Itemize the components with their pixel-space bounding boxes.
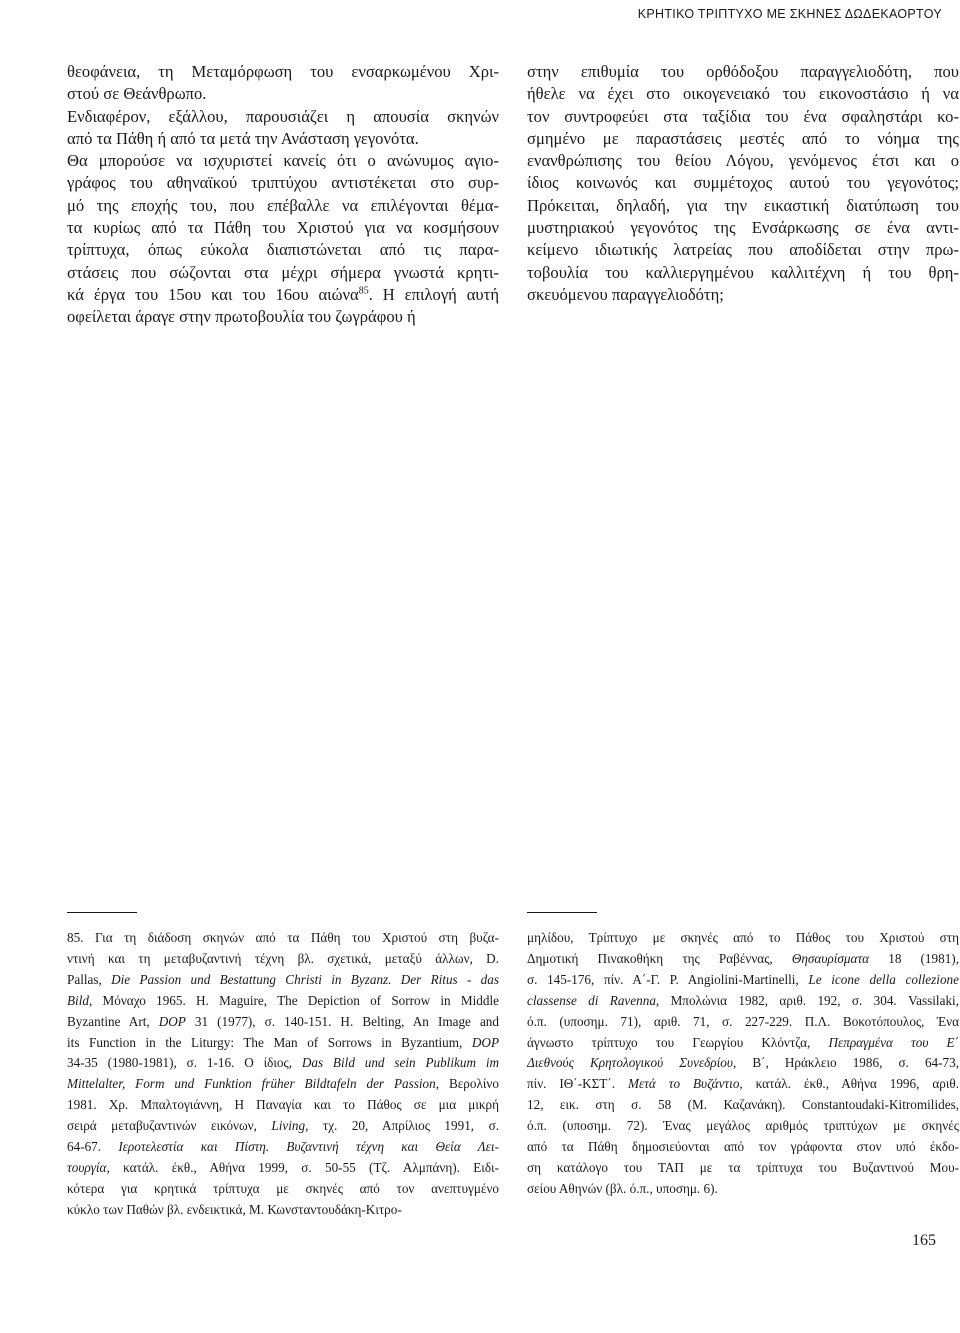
- footnote-italic-text: classense di Ravenna: [527, 992, 656, 1008]
- text-line-content: από τα Πάθη ή από τα μετά την Ανάσταση γεγονότα.: [67, 128, 419, 148]
- footnote-line: [527, 991, 959, 1012]
- footnote-line: [67, 928, 499, 949]
- footnote-text: 18 (1981),: [869, 950, 959, 966]
- footnote-text: its Function in the Liturgy: The Man of Sorrows in Byzantium,: [67, 1034, 472, 1050]
- footnote-line: [527, 949, 959, 970]
- footnote-line: [67, 1179, 499, 1200]
- footnote-line: [67, 949, 499, 970]
- text-line: Πρόκειται, δηλαδή, για την εικαστική διατύπωση του: [527, 195, 959, 215]
- footnote-text: , Μόναχο 1965. H. Maguire, The Depiction of Sorrow in Middle: [88, 992, 499, 1008]
- footnote-line: [67, 1116, 499, 1137]
- footnote-text: 64-67.: [67, 1139, 119, 1155]
- text-line: τοβουλία του καλλιεργημένου καλλιτέχνη ή του θρη-: [527, 262, 959, 282]
- footnote-text: , κατάλ. έκθ., Αθήνα 1996, αριθ.: [739, 1076, 959, 1092]
- footnote-text: κύκλο των Παθών βλ. ενδεικτικά, Μ. Κωνσταντουδάκη-Κιτρο-: [67, 1201, 402, 1217]
- text-line: [67, 239, 499, 261]
- footnote-divider-right: [527, 912, 597, 913]
- text-line: μυστηριακού γεγονότος της Ενσάρκωσης σε ένα αντι-: [527, 218, 959, 238]
- footnote-text: 34-35 (1980-1981), σ. 1-16. Ο ίδιος,: [67, 1055, 302, 1071]
- footnote-line: [527, 1179, 959, 1200]
- footnote-line: [67, 1137, 499, 1158]
- footnote-text: κότερα για κρητικά τρίπτυχα με σκηνές από τον ανεπτυγμένο: [67, 1180, 499, 1196]
- footnote-divider-left: [67, 912, 137, 913]
- footnote-line: [527, 1074, 959, 1095]
- text-line: τον συντροφεύει στα ταξίδια του ένα σφαληστάρι κο-: [527, 106, 959, 126]
- text-line-content: οφείλεται άραγε στην πρωτοβουλία του ζωγράφου ή: [67, 307, 416, 327]
- footnote-text: σ. 145-176, πίν. Α΄-Γ. P. Angiolini-Martinelli,: [527, 971, 809, 987]
- footnote-text: Byzantine Art,: [67, 1013, 159, 1029]
- footnote-line: [527, 1116, 959, 1137]
- footnote-line: [527, 1158, 959, 1179]
- text-line: [67, 106, 499, 128]
- body-column-left: [67, 61, 499, 329]
- text-line: [67, 306, 499, 328]
- footnote-line: [67, 1158, 499, 1179]
- text-line: [67, 128, 499, 150]
- footnote-reference[interactable]: 85: [358, 285, 369, 297]
- text-line-content: στάσεις που σώζονται στα μέχρι σήμερα γνωστά κρητι-: [67, 262, 499, 282]
- footnote-line: [527, 1033, 959, 1054]
- text-line-content: τρίπτυχα, όπως εύκολα διαπιστώνεται από τις παρα-: [67, 240, 499, 260]
- text-line-content: Ενδιαφέρον, εξάλλου, παρουσιάζει η απουσία σκηνών: [67, 106, 499, 126]
- footnote-text: ό.π. (υποσημ. 72). Ένας μεγάλος αριθμός τριπτύχων με σκηνές: [527, 1118, 959, 1134]
- footnote-text: 12, εικ. στη σ. 58 (Μ. Καζανάκη). Constantoudaki-Kitromilides,: [527, 1097, 959, 1113]
- text-line-content: γράφος του αθηναϊκού τριπτύχου αντιστέκεται στο συρ-: [67, 173, 499, 193]
- footnote-italic-text: Living: [271, 1118, 306, 1134]
- text-line: σμημένο με παραστάσεις μεστές από το νόημα της: [527, 128, 959, 148]
- text-line: [67, 217, 499, 239]
- footnote-italic-text: τουργία: [67, 1159, 107, 1175]
- footnote-line: [67, 1074, 499, 1095]
- footnote-text: άγνωστο τρίπτυχο του Γεωργίου Κλόντζα,: [527, 1034, 829, 1050]
- text-line: κείμενο ιδιωτικής λατρείας που αποδίδεται στην πρω-: [527, 240, 959, 260]
- footnote-text: , Μπολώνια 1982, αριθ. 192, σ. 304. Vassilaki,: [655, 992, 959, 1008]
- footnote-text: από τα Πάθη δημοσιεύονται από τον γράφοντα στον υπό έκδο-: [527, 1139, 959, 1155]
- body-column-right: [527, 61, 959, 306]
- footnote-text: ντινή και τη μεταβυζαντινή τέχνη βλ. σχετικά, μεταξύ άλλων, D.: [67, 950, 499, 966]
- footnote-line: [527, 1012, 959, 1033]
- footnote-italic-text: Bild: [67, 992, 89, 1008]
- text-line-content: στού σε Θεάνθρωπο.: [67, 84, 207, 104]
- footnote-line: [67, 1053, 499, 1074]
- text-line: [67, 83, 499, 105]
- footnotes-right: [527, 928, 959, 1200]
- footnote-italic-text: Ιεροτελεστία και Πίστη. Βυζαντινή τέχνη και Θεία Λει-: [118, 1139, 499, 1155]
- footnote-text: ση κατάλογο του ΤΑΠ με τα τρίπτυχα του Βυζαντινού Μου-: [527, 1159, 959, 1175]
- footnote-italic-text: Διεθνούς Κρητολογικού Συνεδρίου: [527, 1055, 733, 1071]
- page-number: 165: [912, 1232, 936, 1249]
- footnote-italic-text: Πεπραγμένα του Ε΄: [828, 1034, 959, 1050]
- text-line-content: κά έργα του 15ου και του 16ου αιώνα: [67, 284, 359, 304]
- footnote-line: [67, 1033, 499, 1054]
- footnote-line: [527, 1095, 959, 1116]
- footnote-line: [527, 928, 959, 949]
- footnote-italic-text: Θησαυρίσματα: [791, 950, 870, 966]
- text-line: σκευόμενου παραγγελιοδότη;: [527, 284, 724, 304]
- text-line: [67, 195, 499, 217]
- text-line: στην επιθυμία του ορθόδοξου παραγγελιοδότη, που: [527, 62, 959, 81]
- footnote-line: [67, 1012, 499, 1033]
- footnote-text: , Β΄, Ηράκλειο 1986, σ. 64-73,: [732, 1055, 960, 1071]
- text-line-content: Θα μπορούσε να ισχυριστεί κανείς ότι ο ανώνυμος αγιο-: [67, 151, 499, 171]
- text-line: [67, 150, 499, 172]
- footnote-line: [527, 1053, 959, 1074]
- text-line: [67, 284, 499, 306]
- footnote-italic-text: Μετά το Βυζάντιο: [627, 1076, 740, 1092]
- footnote-italic-text: DOP: [471, 1034, 499, 1050]
- footnote-text: , τχ. 20, Απρίλιος 1991, σ.: [305, 1118, 499, 1134]
- footnote-text: 1981. Χρ. Μπαλτογιάννη, Η Παναγία και το Πάθος σε μια μικρή: [67, 1097, 499, 1113]
- text-line-tail: . Η επιλογή αυτή: [368, 284, 499, 304]
- footnote-text: πίν. ΙΘ΄-ΚΣΤ΄.: [527, 1076, 628, 1092]
- footnote-text: 85. Για τη διάδοση σκηνών από τα Πάθη του Χριστού στη βυζα-: [67, 930, 499, 945]
- footnote-italic-text: Mittelalter, Form und Funktion früher Bildtafeln der Passion: [67, 1076, 436, 1092]
- footnote-line: [67, 970, 499, 991]
- footnote-line: [67, 991, 499, 1012]
- text-line: ήθελε να έχει στο οικογενειακό του εικονοστάσιο ή να: [527, 84, 959, 104]
- footnote-text: μηλίδου, Τρίπτυχο με σκηνές από το Πάθος του Χριστού στη: [527, 930, 959, 945]
- footnote-text: , Βερολίνο: [435, 1076, 499, 1092]
- text-line: ίδιος κοινωνός και συμμέτοχος αυτού του γεγονότος;: [527, 173, 959, 193]
- footnote-line: [527, 970, 959, 991]
- text-line-content: τα κυρίως από τα Πάθη του Χριστού για να κοσμήσουν: [67, 218, 499, 238]
- text-line: ενανθρώπισης του θείου Λόγου, γενόμενος έτσι και ο: [527, 151, 959, 171]
- footnote-line: [67, 1200, 499, 1221]
- text-line-content: θεοφάνεια, τη Μεταμόρφωση του ενσαρκωμένου Χρι-: [67, 62, 499, 81]
- footnote-line: [527, 1137, 959, 1158]
- footnote-italic-text: Das Bild und sein Publikum im: [301, 1055, 500, 1071]
- text-line: [67, 262, 499, 284]
- footnote-text: , κατάλ. έκθ., Αθήνα 1999, σ. 50-55 (Τζ. Αλμπάνη). Ειδι-: [106, 1159, 499, 1175]
- text-line: [67, 61, 499, 83]
- text-line-content: μό της εποχής του, που επέβαλλε να επιλέγονται θέμα-: [67, 195, 499, 215]
- running-header: ΚΡΗΤΙΚΟ ΤΡΙΠΤΥΧΟ ΜΕ ΣΚΗΝΕΣ ΔΩΔΕΚΑΟΡΤΟΥ: [637, 7, 942, 21]
- footnote-text: ό.π. (υποσημ. 71), αριθ. 71, σ. 227-229. Π.Λ. Βοκοτόπουλος, Ένα: [527, 1013, 959, 1029]
- footnote-italic-text: Le icone della collezione: [808, 971, 959, 987]
- footnote-italic-text: Die Passion und Bestattung Christi in Byzanz. Der Ritus - das: [111, 971, 499, 987]
- footnote-line: [67, 1095, 499, 1116]
- text-line: [67, 172, 499, 194]
- footnote-text: 31 (1977), σ. 140-151. H. Belting, An Image and: [185, 1013, 499, 1029]
- footnotes-left: [67, 928, 499, 1221]
- footnote-text: σείου Αθηνών (βλ. ό.π., υποσημ. 6).: [527, 1180, 718, 1196]
- footnote-text: Δημοτική Πινακοθήκη της Ραβέννας,: [527, 950, 792, 966]
- footnote-italic-text: DOP: [158, 1013, 186, 1029]
- footnote-text: σειρά μεταβυζαντινών εικόνων,: [67, 1118, 272, 1134]
- footnote-text: Pallas,: [67, 971, 112, 987]
